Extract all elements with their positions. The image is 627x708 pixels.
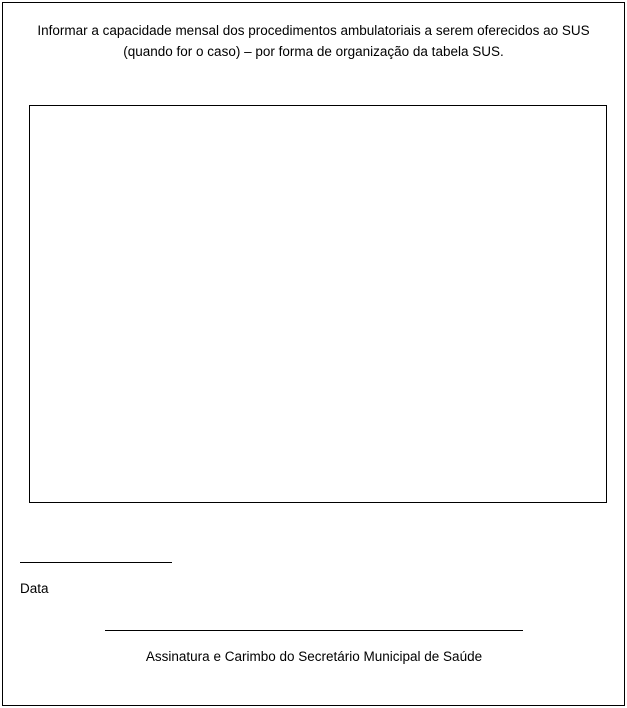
date-signature-line [20,562,172,563]
signature-line [105,630,523,631]
capacity-content-box[interactable] [29,105,607,503]
signature-label: Assinatura e Carimbo do Secretário Municipal de Saúde [145,649,483,664]
instruction-text: Informar a capacidade mensal dos procedimentos ambulatoriais a serem oferecidos ao SUS (quando for o caso) – por forma de organização da tabela SUS. [37,23,590,59]
date-label: Data [20,581,49,596]
